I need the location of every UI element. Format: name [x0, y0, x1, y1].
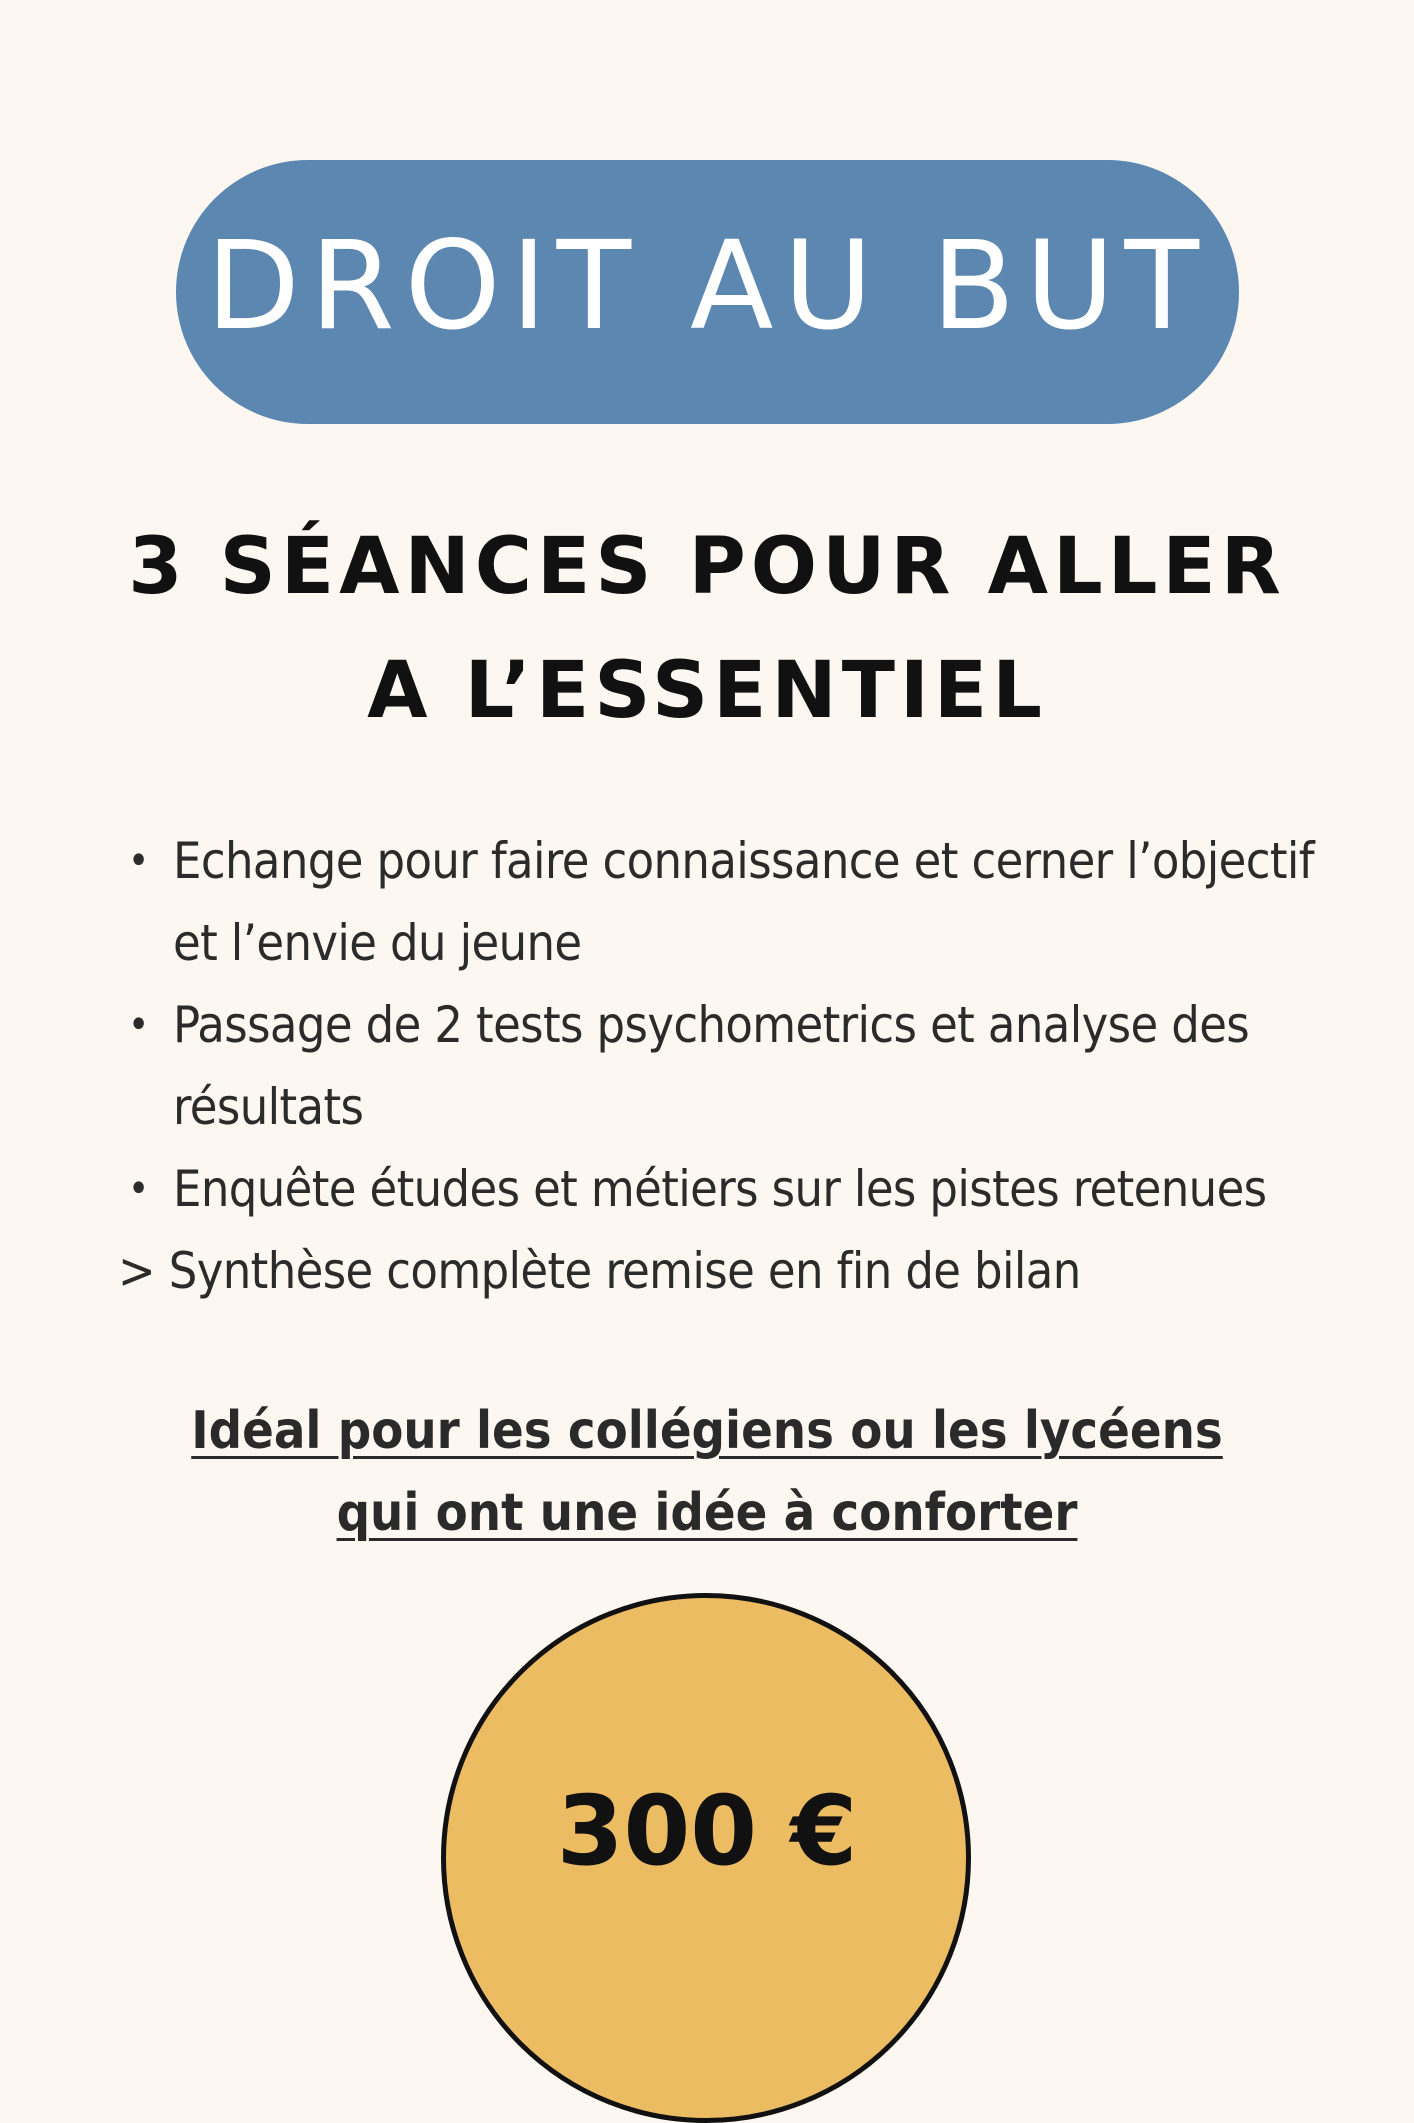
feature-item [118, 820, 1358, 984]
title-banner [176, 160, 1239, 424]
target-line-1: Idéal pour les collégiens ou les lycéens [191, 1401, 1223, 1461]
feature-list [118, 820, 1358, 1312]
bullet-icon: • [128, 1166, 150, 1212]
feature-text: Enquête études et métiers sur les pistes retenues [173, 1160, 1267, 1218]
feature-item [118, 1148, 1358, 1230]
subtitle-line-1: 3 SÉANCES POUR ALLER [128, 522, 1286, 612]
page-title: DROIT AU BUT [205, 215, 1210, 357]
bullet-icon: • [128, 838, 150, 884]
subtitle-line-2: A L’ESSENTIEL [367, 646, 1047, 736]
feature-item [118, 984, 1358, 1148]
feature-text: Echange pour faire connaissance et cerner l’objectif et l’envie du jeune [173, 832, 1314, 972]
target-audience [0, 1390, 1414, 1554]
target-line-2: qui ont une idée à conforter [336, 1483, 1078, 1543]
feature-text: Passage de 2 tests psychometrics et analyse des résultats [173, 996, 1250, 1136]
summary-line: > Synthèse complète remise en fin de bilan [118, 1242, 1081, 1300]
price-amount: 300 € [556, 1775, 858, 1887]
bullet-icon: • [128, 1002, 150, 1048]
subtitle [0, 505, 1414, 753]
